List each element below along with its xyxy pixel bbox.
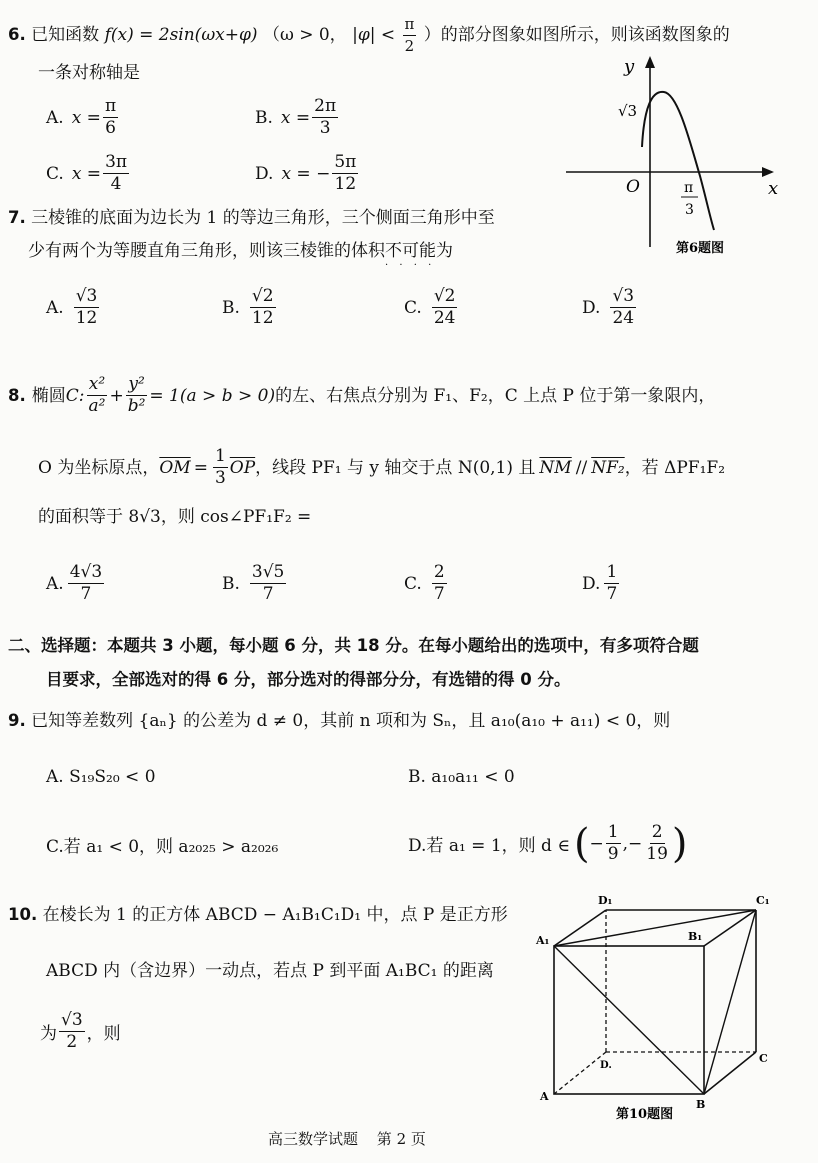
q8-option-c[interactable]: C. $\frac{2}{7}$ bbox=[404, 562, 445, 604]
diag-a1b bbox=[554, 946, 704, 1094]
edge-bc bbox=[704, 1052, 756, 1094]
q6-stem-line2: 一条对称轴是 bbox=[38, 63, 140, 83]
vector-nf2: NF₂ bbox=[591, 457, 625, 478]
label-c1: C₁ bbox=[756, 894, 770, 907]
q10-figure-caption: 第10题图 bbox=[616, 1107, 674, 1122]
label-b: B bbox=[696, 1098, 706, 1111]
q8-option-a[interactable]: A. $\frac{4√3}{7}$ bbox=[46, 562, 103, 604]
q9-stem: 9. 已知等差数列 {aₙ} 的公差为 d ≠ 0，其前 n 项和为 Sₙ，且 a₁₀(a₁₀ + a₁₁) < 0，则 bbox=[8, 711, 671, 731]
q6-figure-caption: 第6题图 bbox=[676, 241, 725, 256]
y-axis-arrow-icon bbox=[645, 56, 655, 68]
q9-option-a[interactable]: A. S₁₉S₂₀ < 0 bbox=[46, 767, 156, 787]
footer-title: 高三数学试题 bbox=[268, 1130, 359, 1148]
footer-page: 第 2 页 bbox=[376, 1130, 426, 1148]
q8-number: 8. bbox=[8, 385, 26, 405]
q7-number: 7. bbox=[8, 208, 26, 227]
label-d: D. bbox=[600, 1060, 612, 1071]
x-axis-arrow-icon bbox=[762, 167, 774, 177]
q7-option-c[interactable]: C. $\frac{√2}{24}$ bbox=[404, 286, 456, 328]
origin-label: O bbox=[626, 177, 640, 197]
q6-option-c[interactable]: C. x = $\frac{3\pi}{4}$ bbox=[46, 152, 128, 194]
diag-a1c1 bbox=[554, 910, 756, 946]
q9-number: 9. bbox=[8, 711, 26, 730]
vector-op: $\overline{OP}$ bbox=[229, 457, 256, 478]
q9-option-c[interactable]: C.若 a₁ < 0，则 a₂₀₂₅ > a₂₀₂₆ bbox=[46, 837, 279, 857]
q8-stem-line2: O 为坐标原点， $\overline{OM}$ = $\frac{1}{3}$ $\overline{OP}$ ，线段 PF₁ 与 y 轴交于点 N(0,1) 且 $\overline{NM}$ // NF₂ ，若 ΔPF₁F₂ bbox=[38, 446, 726, 488]
q7-stem-line1: 7. 三棱锥的底面为边长为 1 的等边三角形，三个侧面三角形中至 bbox=[8, 208, 495, 228]
label-c: C bbox=[759, 1052, 768, 1065]
q6-figure bbox=[560, 52, 790, 262]
sine-curve bbox=[642, 92, 714, 230]
x-axis-label: x bbox=[768, 178, 779, 199]
q10-stem-line1: 10. 在棱长为 1 的正方体 ABCD − A₁B₁C₁D₁ 中，点 P 是正方形 bbox=[8, 905, 508, 925]
y-tick-label: √3 bbox=[618, 102, 638, 120]
q10-stem-line2: ABCD 内（含边界）一动点，若点 P 到平面 A₁BC₁ 的距离 bbox=[46, 961, 494, 981]
q6-option-a[interactable]: A. x = $\frac{\pi}{6}$ bbox=[46, 96, 117, 138]
label-a1: A₁ bbox=[536, 934, 550, 947]
footer bbox=[268, 1128, 426, 1150]
edge-ad bbox=[554, 1052, 606, 1094]
q10-stem-line3: 为 $\frac{√3}{2}$ ，则 bbox=[40, 1010, 121, 1052]
q9-option-b[interactable]: B. a₁₀a₁₁ < 0 bbox=[408, 767, 515, 787]
edge-b1c1 bbox=[704, 910, 756, 946]
section2-heading: 二、选择题：本题共 3 小题，每小题 6 分，共 18 分。在每小题给出的选项中，有多项符合题 bbox=[8, 636, 699, 655]
q6-option-d[interactable]: D. x = − $\frac{5\pi}{12}$ bbox=[255, 152, 357, 194]
section2-instructions: 目要求，全部选对的得 6 分，部分选对的得部分分，有选错的得 0 分。 bbox=[46, 670, 571, 689]
q7-stem-line2: 少有两个为等腰直角三角形，则该三棱锥的体积不可能 · · · ·为 bbox=[28, 240, 453, 262]
q10-figure bbox=[528, 890, 788, 1122]
q8-stem-line1: 8. 椭圆 C: $\frac{\text{x²}}{\text{a²}}$ + $\frac{\text{y²}}{\text{b²}}$ = 1(a > b > 0) 的左、右焦点分别为 F₁、F₂，C 上点 P 位于第一象限内， bbox=[8, 374, 716, 416]
q8-stem-line3: 的面积等于 8√3，则 cos∠PF₁F₂ = bbox=[38, 507, 312, 527]
q7-option-b[interactable]: B. $\frac{√2}{12}$ bbox=[222, 286, 274, 328]
q8-option-d[interactable]: D. $\frac{1}{7}$ bbox=[582, 562, 618, 604]
vector-nm: $\overline{NM}$ bbox=[539, 457, 572, 478]
q6-number: 6. bbox=[8, 25, 26, 44]
q8-option-b[interactable]: B. $\frac{3√5}{7}$ bbox=[222, 562, 285, 604]
y-axis-label: y bbox=[624, 56, 635, 77]
q7-option-a[interactable]: A. $\frac{√3}{12}$ bbox=[46, 286, 98, 328]
q10-number: 10. bbox=[8, 905, 38, 924]
q6-stem-line1: 6. 已知函数 f(x) = 2sin(ωx+φ) （ω > 0， |φ| < $\frac{\pi}{2}$ ）的部分图象如图所示，则该函数图象的 bbox=[8, 15, 730, 55]
vector-om: $\overline{OM}$ bbox=[159, 457, 191, 478]
q7-emphasis: 不可能 · · · · bbox=[385, 241, 436, 261]
diag-bc1 bbox=[704, 910, 756, 1094]
q9-option-d[interactable]: D.若 a₁ = 1，则 d ∈ ( − $\frac{1}{9}$ ,− $\frac{2}{19}$ ) bbox=[408, 820, 688, 867]
label-d1: D₁ bbox=[598, 894, 613, 907]
label-a: A bbox=[540, 1090, 549, 1103]
q6-option-b[interactable]: B. x = $\frac{2\pi}{3}$ bbox=[255, 96, 337, 138]
x-tick-den: 3 bbox=[685, 202, 694, 218]
label-b1: B₁ bbox=[688, 930, 703, 943]
q7-option-d[interactable]: D. $\frac{√3}{24}$ bbox=[582, 286, 635, 328]
edge-a1d1 bbox=[554, 910, 606, 946]
x-tick-num: π bbox=[684, 180, 694, 196]
q6-function: f(x) = 2sin(ωx+φ) bbox=[104, 25, 258, 45]
